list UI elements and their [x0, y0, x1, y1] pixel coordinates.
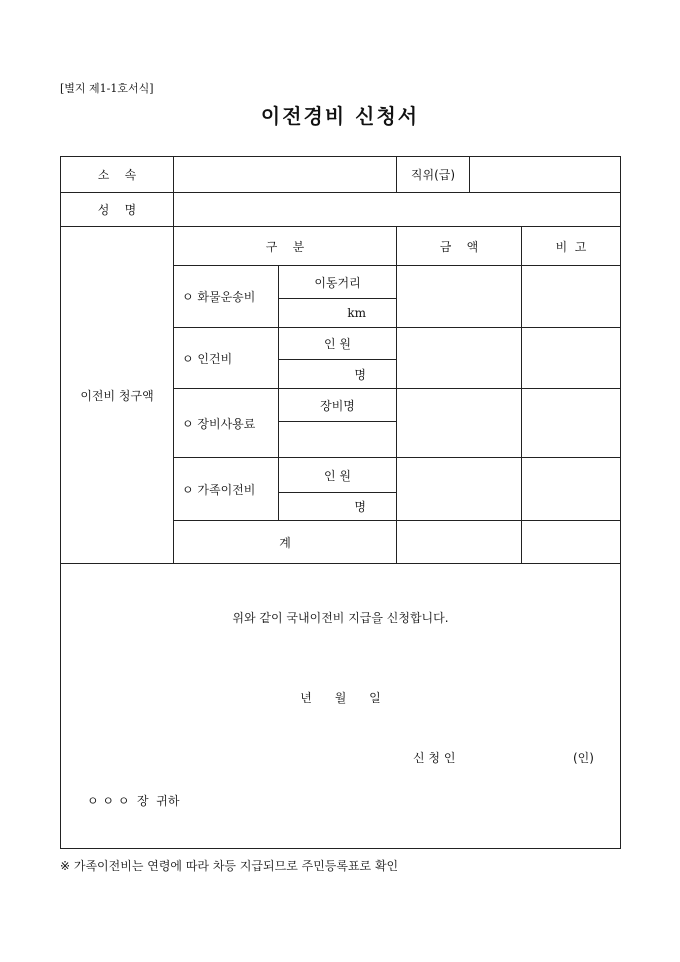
applicant-label: 신 청 인: [413, 751, 456, 765]
footnote: ※ 가족이전비는 연령에 따라 차등 지급되므로 주민등록표로 확인: [60, 859, 399, 873]
freight-remarks-field[interactable]: [522, 266, 620, 327]
claim-amount-label: 이전비 청구액: [80, 388, 154, 403]
name-label: 성 명: [97, 203, 137, 217]
addressee: ㅇ ㅇ ㅇ 장 귀하: [87, 794, 180, 808]
row-divider: [61, 563, 620, 564]
amount-column-header: 금 액: [439, 239, 479, 254]
freight-cost-label: ㅇ 화물운송비: [182, 290, 256, 304]
total-label: 계: [279, 535, 291, 550]
labor-personnel-unit[interactable]: 명: [354, 367, 366, 382]
equipment-amount-field[interactable]: [397, 389, 521, 457]
application-date[interactable]: 년 월 일: [300, 690, 381, 705]
position-label: 직위(급): [410, 168, 456, 182]
family-relocation-label: ㅇ 가족이전비: [182, 482, 256, 497]
seal-label: (인): [573, 751, 594, 765]
labor-remarks-field[interactable]: [522, 328, 620, 388]
equipment-name-field[interactable]: [279, 422, 396, 457]
family-personnel-unit[interactable]: 명: [354, 500, 366, 514]
labor-cost-label: ㅇ 인건비: [182, 351, 233, 366]
equipment-remarks-field[interactable]: [522, 389, 620, 457]
distance-unit[interactable]: km: [347, 306, 366, 320]
distance-label: 이동거리: [314, 275, 361, 290]
total-amount-field[interactable]: [397, 521, 521, 563]
affiliation-label: 소 속: [97, 168, 137, 182]
family-amount-field[interactable]: [397, 458, 521, 520]
document-title: 이전경비 신청서: [260, 104, 420, 128]
family-personnel-label: 인 원: [324, 468, 351, 483]
division-column-header: 구 분: [265, 239, 305, 254]
freight-amount-field[interactable]: [397, 266, 521, 327]
form-number: [별지 제1-1호서식]: [60, 82, 154, 95]
affiliation-field[interactable]: [174, 157, 396, 192]
name-field[interactable]: [174, 193, 620, 226]
remarks-column-header: 비 고: [555, 239, 587, 254]
labor-personnel-label: 인 원: [324, 337, 351, 351]
labor-amount-field[interactable]: [397, 328, 521, 388]
application-form-table: [60, 156, 621, 849]
position-field[interactable]: [470, 157, 620, 192]
equipment-fee-label: ㅇ 장비사용료: [182, 416, 256, 431]
application-statement: 위와 같이 국내이전비 지급을 신청합니다.: [232, 610, 449, 625]
total-remarks-field[interactable]: [522, 521, 620, 563]
equipment-name-label: 장비명: [320, 398, 355, 413]
family-remarks-field[interactable]: [522, 458, 620, 520]
